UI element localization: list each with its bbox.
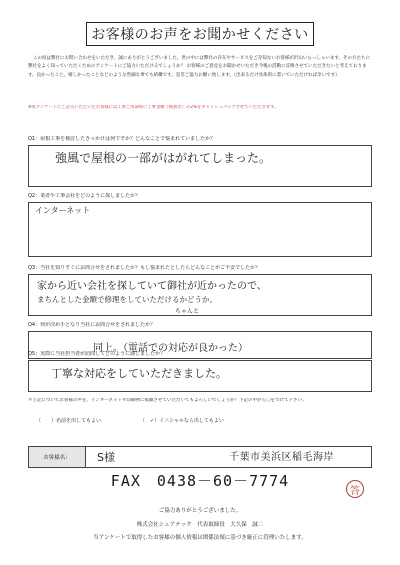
question-5-label: Q5：実際に当社担当者が訪問してどのように感じましたか？ <box>28 351 166 357</box>
question-3-label: Q3：当社を知りすぐにお問合せをされましたか？もし悩まれたとしたらどんなことがご不安でしたか？ <box>28 265 261 271</box>
question-4-answer: 同上。（電話での対応が良かった） <box>93 343 248 354</box>
publication-consent-note: ＊上記についてお客様の声を、インターネットや印刷物に掲載させていただいてもよろしいでしょうか？下記の中から〇をつけて下さい。 <box>28 398 307 403</box>
fax-number: FAX 0438－60－7774 <box>110 472 290 490</box>
customer-name-label: お客様名： <box>29 447 86 467</box>
question-3-answer-box[interactable] <box>28 274 372 316</box>
question-2-label: Q2：業者や工事会社をどのように探しましたか？ <box>28 193 141 199</box>
answer-stamp: 答 <box>346 480 364 498</box>
thanks-text: ご協力ありがとうございました。 <box>158 508 242 514</box>
question-4-label: Q4：何が決め手となり当社にお問合せをされましたか？ <box>28 322 156 328</box>
page-title: お客様のお声をお聞かせください <box>86 22 314 46</box>
question-2-answer: インターネット <box>35 206 91 215</box>
privacy-note: 当アンケートで取得したお客様の個人情報は関係法規に基づき厳正に管理いたします。 <box>93 535 307 541</box>
question-5-answer: 丁寧な対応をしていただきました。 <box>51 367 227 380</box>
question-5-answer-box[interactable] <box>28 360 372 392</box>
question-1-answer: 強風で屋根の一部がはがれてしまった。 <box>55 151 272 165</box>
question-3-answer-insert: ちゃんと <box>175 308 200 315</box>
intro-text: この度は弊社にお問い合わせをいただき、誠にありがとうございました。世の中には弊社の存在やサービスをご存知ないお客様が沢山いらっしゃいます。その方たちに弊社をよく知っていただくためのアンケートにご協力いただけるでしょうか？ お客様のご意見をお聞かせいただき今後の活動に反映させていただきたいと考えております。良かったこと、嬉しかったことなどのような些細な事でも結構です。是非ご協力お願い致します。（出来るだけ具体的に書いていただければ幸いです） <box>28 56 370 78</box>
question-2-answer-box[interactable] <box>28 202 372 257</box>
question-3-answer-line-2: まちんとした金額で修理をしていただけるかどうか。 <box>37 295 217 304</box>
question-1-label: Q1：屋根工事を検討したきっかけは何ですか？どんなことで悩まれていましたか？ <box>28 136 216 142</box>
customer-name-row <box>28 446 372 468</box>
question-1-answer-box[interactable] <box>28 145 372 187</box>
cashback-note: ※本アンケートにご記入いただいたお客様には工事ご用命時に工事金額（税抜き）の2%をキャッシュバックさせていただきます。 <box>28 105 279 110</box>
company-info: 株式会社シェアテック 代表取締役 大久保 誠二 <box>136 522 264 528</box>
option-show-initials[interactable]: （ ✓）イニシャルなら出してもよい <box>140 418 224 424</box>
question-3-answer-line-1: 家から近い会社を探していて御社が近かったので、 <box>37 281 267 292</box>
customer-address: 千葉市美浜区稲毛海岸 <box>229 452 334 463</box>
customer-name-value[interactable]: S様 <box>97 451 115 464</box>
option-show-name[interactable]: （ ）名前を出してもよい <box>36 418 102 424</box>
